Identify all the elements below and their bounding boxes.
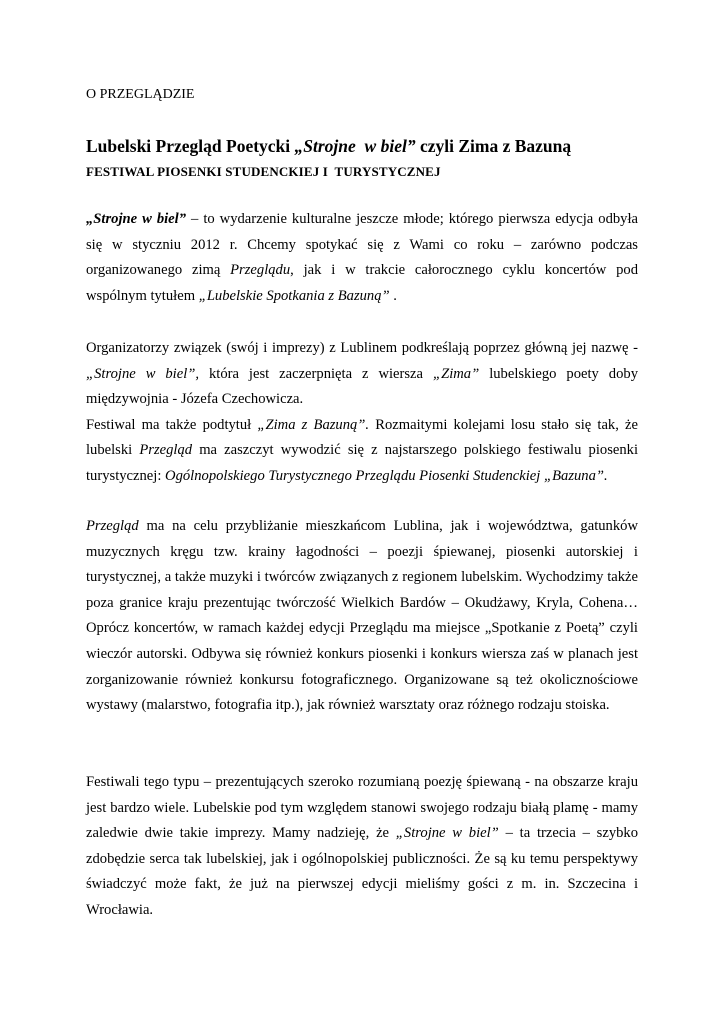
text-run: . bbox=[389, 287, 397, 304]
text-run-italic: Przegląd bbox=[86, 518, 139, 534]
title-quote-close: ” bbox=[406, 136, 416, 156]
paragraph-festivals bbox=[86, 770, 638, 924]
text-run: Festiwali tego typu – prezentujących szeroko rozumianą poezję śpiewaną - na obszarze kraju jest bardzo wiele. Lubelskie pod tym względem stanowi swojego rodzaju białą plamę - mamy zaledwie dwie takie imprezy. Mamy nadzieję, że bbox=[86, 774, 638, 842]
text-run: ma na celu przybliżanie mieszkańcom Lublina, jak i województwa, gatunków muzycznych kręgu tzw. krainy łagodności – poezji śpiewanej, piosenki autorskiej i turystycznej, a także muzyki i twórców związanych z regionem lubelskim. Wychodzimy także poza granice kraju prezentując twórczość Wielkich Bardów – Okudżawy, Kryla, Cohena… Oprócz koncertów, w ramach każdej edycji Przeglądu ma miejsce „Spotkanie z Poetą” czyli wieczór autorski. Odbywa się również konkurs piosenki i konkurs wiersza zaś w planach jest zorganizowanie również konkursu fotograficznego. Organizowane są też okolicznościowe wystawy (malarstwo, fotografia itp.), jak również warsztaty oraz różnego rodzaju stoiska. bbox=[86, 518, 638, 714]
paragraph-goals bbox=[86, 514, 638, 719]
text-run-italic: Przegląd bbox=[139, 442, 193, 459]
text-run: Organizatorzy związek (swój i imprezy) z Lublinem podkreślają poprzez główną jej nazwę - bbox=[86, 340, 638, 356]
text-run-italic: Ogólnopolskiego Turystycznego Przeglądu Piosenki Studenckiej „Bazuna”. bbox=[165, 467, 608, 484]
text-run: – to wydarzenie kulturalne jeszcze młode; którego pierwsza edycja odbyła się w styczniu 2012 r. Chcemy spotykać się z Wami co roku – zarówno podczas organizowanego zimą bbox=[86, 211, 638, 279]
text-run-italic: „Lubelskie Spotkania z Bazuną” bbox=[198, 287, 390, 304]
text-run: która jest zaczerpnięta z wiersza bbox=[199, 365, 433, 382]
paragraph-organizers bbox=[86, 336, 638, 490]
text-run: Festiwal ma także podtytuł bbox=[86, 416, 258, 433]
text-run-italic: „Strojne w biel” bbox=[395, 825, 499, 842]
text-run-italic: „Zima” bbox=[432, 365, 480, 382]
text-run: – ta trzecia – szybko zdobędzie serca tak lubelskiej, jak i ogólnopolskiej publiczności. Że są ku temu perspektywy świadczyć może fakt, że już na pierwszej edycji mieliśmy gości z m. in. Szczecina i Wrocławia. bbox=[86, 825, 639, 918]
text-run-italic: „Zima z Bazuną”. bbox=[257, 416, 370, 433]
paragraph-intro bbox=[86, 207, 638, 309]
main-title bbox=[86, 135, 638, 157]
festival-name: „Strojne w biel” bbox=[86, 211, 187, 227]
title-suffix: czyli Zima z Bazuną bbox=[415, 136, 572, 156]
text-run: , jak i w trakcie całorocznego cyklu koncertów pod wspólnym tytułem bbox=[86, 262, 638, 304]
text-run-italic: „Strojne w biel”, bbox=[86, 365, 200, 382]
title-prefix: Lubelski Przegląd Poetycki bbox=[86, 136, 295, 156]
text-run: ma zaszczyt wywodzić się z najstarszego polskiego festiwalu piosenki turystycznej: bbox=[86, 442, 638, 484]
text-run-italic: Przeglądu bbox=[230, 262, 291, 279]
title-quote-open: „ bbox=[294, 136, 304, 156]
subtitle: FESTIWAL PIOSENKI STUDENCKIEJ I TURYSTYCZNEJ bbox=[86, 164, 441, 179]
title-quoted: Strojne w biel bbox=[303, 136, 407, 156]
text-run: lubelskiego poety doby międzywojnia - Józefa Czechowicza. bbox=[86, 365, 638, 408]
text-run: Rozmaitymi kolejami losu stało się tak, że lubelski bbox=[86, 416, 638, 459]
section-label: O PRZEGLĄDZIE bbox=[86, 87, 195, 102]
